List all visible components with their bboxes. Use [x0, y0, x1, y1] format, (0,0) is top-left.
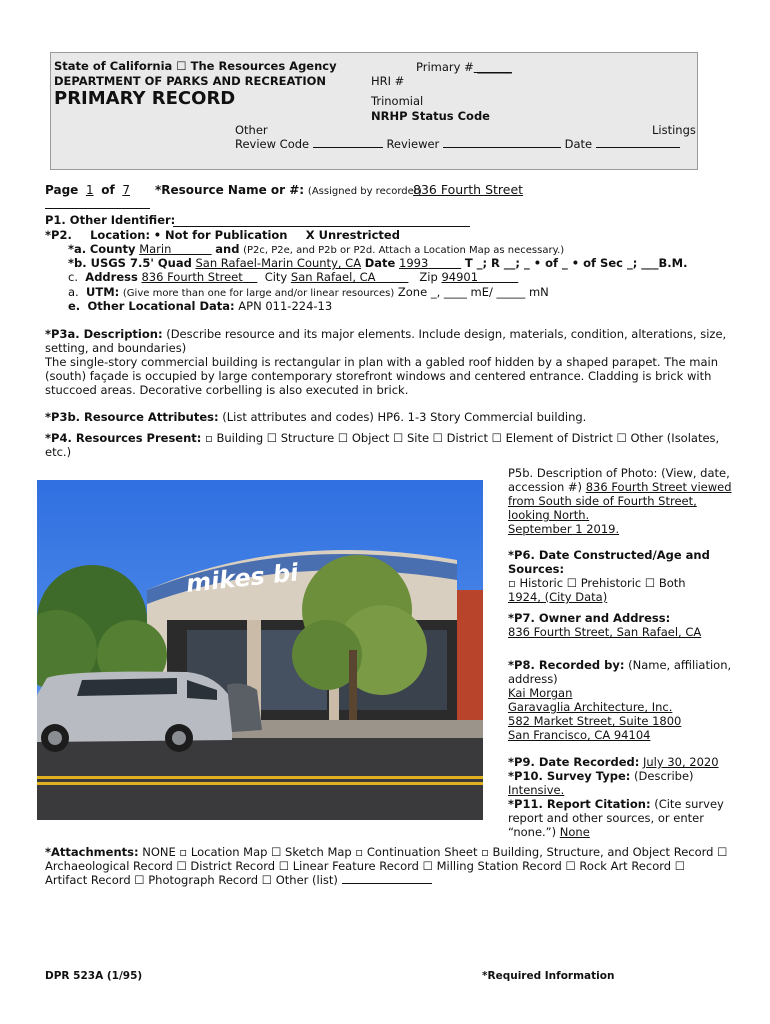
- hri-label: HRI #: [371, 74, 405, 88]
- p3a-block: *P3a. Description: (Describe resource and its major elements. Include design, materials, condition, alterations, size, setting, and boundaries) The single-story commercial building is rectangular in plan with a gabled roof hidden by a shaped parapet. The main (south) façade is occupied by large contemporary storefront windows and centered entrance. Cladding is brick with stuccoed areas. Decorative corbelling is also executed in brick.: [45, 327, 727, 397]
- p1-label: P1. Other Identifier:: [45, 213, 176, 227]
- agency-line: State of California ☐ The Resources Agency: [54, 59, 337, 73]
- form-id: DPR 523A (1/95): [45, 970, 143, 982]
- resource-name-value: 836 Fourth Street: [413, 182, 524, 197]
- page-line: Page 1 of 7: [45, 183, 130, 197]
- p2c-line: c. Address 836 Fourth Street City San Rafael, CA Zip 94901: [68, 270, 479, 284]
- attachments-block: *Attachments: NONE ▫ Location Map ☐ Sketch Map ▫ Continuation Sheet ▫ Building, Structure, and Object Record ☐ Archaeological Record ☐ District Record ☐ Linear Feature Record ☐ Milling Station Record ☐ Rock Art Record ☐ Artifact Record ☐ Photograph Record ☐ Other (list): [45, 845, 728, 887]
- nrhp-label: NRHP Status Code: [371, 109, 490, 123]
- p3b-line: *P3b. Resource Attributes: (List attributes and codes) HP6. 1-3 Story Commercial building.: [45, 410, 587, 424]
- p6-block: *P6. Date Constructed/Age and Sources: ▫ Historic ☐ Prehistoric ☐ Both 1924, (City Data): [508, 548, 710, 604]
- building-photo: [37, 480, 483, 820]
- p4-block: *P4. Resources Present: ▫ Building ☐ Structure ☐ Object ☐ Site ☐ District ☐ Element of District ☐ Other (Isolates, etc.): [45, 431, 720, 459]
- department-name: DEPARTMENT OF PARKS AND RECREATION: [54, 74, 327, 88]
- resource-name-underline: [45, 196, 150, 209]
- other-label: Other: [235, 123, 268, 137]
- primary-number-label: Primary # ______: [416, 60, 512, 74]
- p2a-line: *a. County Marin and (P2c, P2e, and P2b or P2d. Attach a Location Map as necessary.): [68, 242, 565, 256]
- listings-label: Listings: [652, 123, 696, 137]
- store-sign-text: mikes bi: [184, 558, 300, 598]
- p11-block: *P11. Report Citation: (Cite survey report and other sources, or enter “none.”) None: [508, 797, 724, 839]
- p2d-line: a. UTM: (Give more than one for large and/or linear resources) Zone _, ____ mE/ _____ mN: [68, 285, 549, 299]
- p2-line: *P2. Location: • Not for Publication X Unrestricted: [45, 228, 400, 242]
- p2b-line: *b. USGS 7.5' Quad San Rafael-Marin County, CA Date 1993 T _; R __; _ • of _ • of Sec _; ___B.M.: [68, 256, 688, 270]
- p5b-block: P5b. Description of Photo: (View, date, accession #) 836 Fourth Street viewed from South side of Fourth Street, looking North. September 1 2019.: [508, 466, 732, 536]
- review-line: Review Code Reviewer Date: [235, 137, 680, 151]
- p10-block: *P10. Survey Type: (Describe) Intensive.: [508, 769, 694, 797]
- page-title: PRIMARY RECORD: [54, 88, 236, 109]
- required-note: *Required Information: [482, 970, 615, 982]
- trinomial-label: Trinomial: [371, 94, 424, 108]
- right-column: [508, 466, 743, 839]
- p1-underline: [173, 213, 470, 227]
- p7-block: *P7. Owner and Address: 836 Fourth Street, San Rafael, CA: [508, 611, 702, 639]
- p9-block: *P9. Date Recorded: July 30, 2020: [508, 755, 719, 769]
- p8-block: *P8. Recorded by: (Name, affiliation, address) Kai Morgan Garavaglia Architecture, Inc. 582 Market Street, Suite 1800 San Francisco, CA 94104: [508, 658, 732, 742]
- p2e-line: e. Other Locational Data: APN 011-224-13: [68, 299, 333, 313]
- resource-name-line: *Resource Name or #: (Assigned by recorder): [155, 183, 422, 197]
